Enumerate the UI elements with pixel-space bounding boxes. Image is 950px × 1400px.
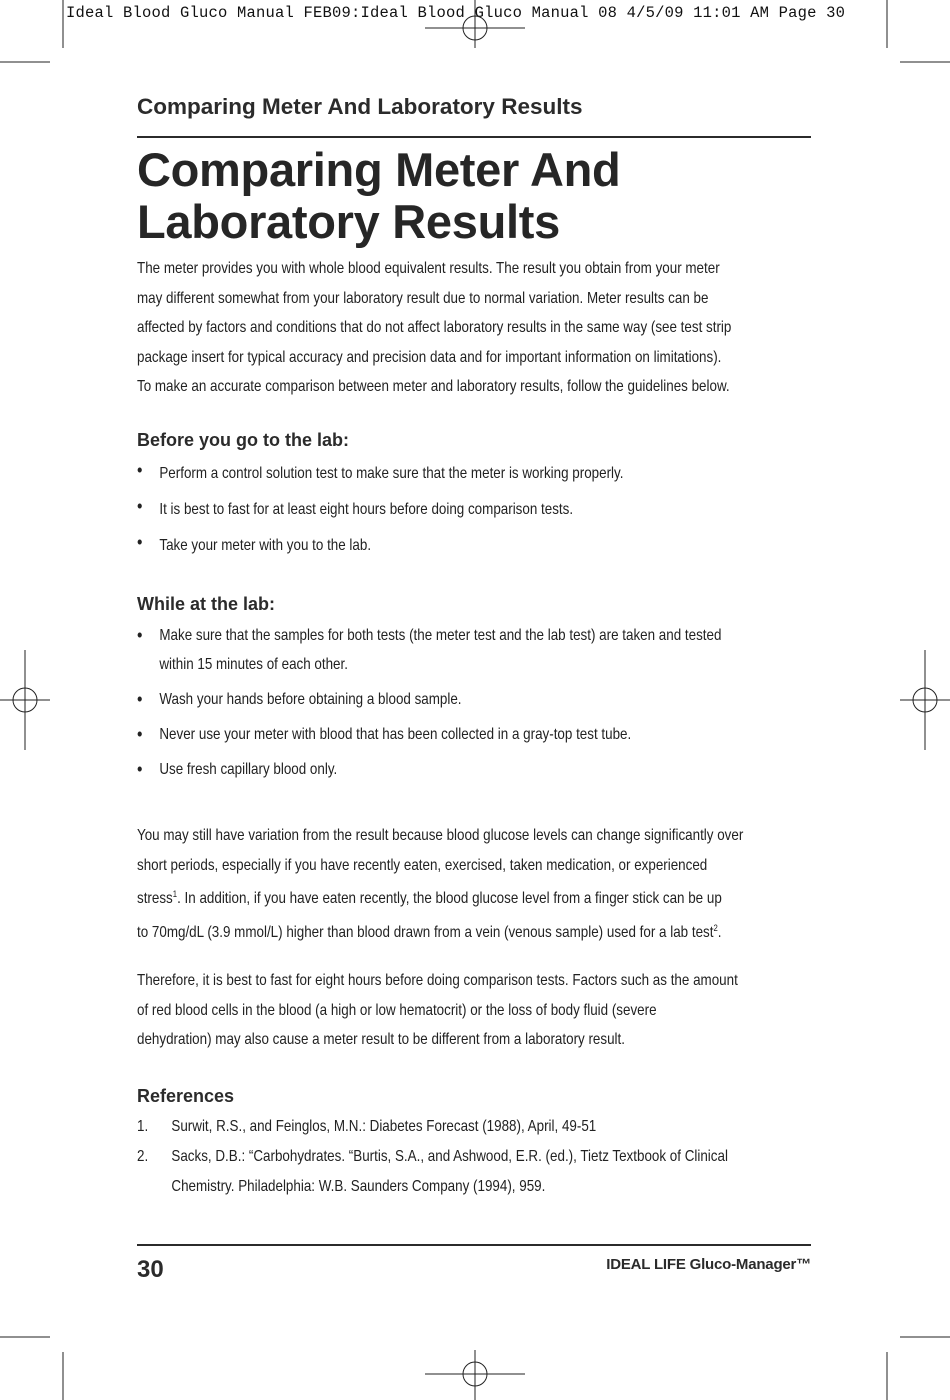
registration-mark-top [425,0,525,48]
registration-mark-left [0,650,50,750]
bullet-icon: • [137,496,143,516]
footer-brand: IDEAL LIFE Gluco-Manager™ [606,1256,811,1273]
before-lab-heading: Before you go to the lab: [137,430,350,450]
registration-mark-bottom [425,1350,525,1400]
at-lab-heading: While at the lab: [137,594,276,614]
print-slug-line: Ideal Blood Gluco Manual FEB09:Ideal Blood Gluco Manual 08 4/5/09 11:01 AM Page 30 [66,4,846,22]
references-list [137,1112,739,1202]
before-lab-list [137,456,730,564]
intro-paragraph [137,254,811,402]
bullet-icon: • [137,460,143,480]
bullet-icon: • [137,759,143,779]
page-title [137,144,837,248]
intro-line: package insert for typical accuracy and precision data and for important information on limitations). [137,348,722,366]
list-item: • Make sure that the samples for both tests (the meter test and the lab test) are taken and tested within 15 minutes of each other. [137,621,730,679]
list-item: • Take your meter with you to the lab. [137,528,730,564]
reference-item: 2. Sacks, D.B.: “Carbohydrates. “Burtis, S.A., and Ashwood, E.R. (ed.), Tietz Textbook of Clinical Chemistry. Philadelphia: W.B. Saunders Company (1994), 959. [137,1148,728,1195]
bullet-icon: • [137,689,143,709]
at-lab-list [137,621,730,784]
bullet-icon: • [137,625,143,645]
list-item: • Use fresh capillary blood only. [137,755,730,784]
bullet-icon: • [137,532,143,552]
intro-line: affected by factors and conditions that do not affect laboratory results in the same way (see test strip [137,319,732,336]
header-rule [137,136,811,138]
registration-mark-right [900,650,950,750]
variation-paragraph: You may still have variation from the result because blood glucose levels can change significantly over short periods, especially if you have recently eaten, exercised, taken medication, or experienced stress$^1$. In addition, if you have eaten recently, the blood glucose level from a finger stick can be up to 70mg/dL (3.9 mmol/L) higher than blood drawn from a vein (venous sample) used for a lab test$^2$. [137,827,744,941]
page-number: 30 [137,1256,164,1283]
bullet-icon: • [137,724,143,744]
intro-line: The meter provides you with whole blood equivalent results. The result you obtain from your meter [137,260,720,277]
references-heading: References [137,1086,235,1106]
footnote-ref-2: 2 [713,922,718,933]
running-head: Comparing Meter And Laboratory Results [137,94,583,119]
fasting-paragraph: Therefore, it is best to fast for eight hours before doing comparison tests. Factors such as the amount of red blood cells in the blood (a high or low hematocrit) or the loss of body fluid (severe dehydration) may also cause a meter result to be different from a laboratory result. [137,972,738,1048]
intro-line: may different somewhat from your laboratory result due to normal variation. Meter results can be [137,289,709,307]
footer-rule [137,1244,811,1246]
page-title-line-1: Comparing Meter And [137,143,621,196]
reference-item: 1. Surwit, R.S., and Feinglos, M.N.: Diabetes Forecast (1988), April, 49-51 [137,1118,597,1135]
page-title-line-2: Laboratory Results [137,195,560,248]
footnote-ref-1: 1 [172,889,178,899]
list-item: • Never use your meter with blood that has been collected in a gray-top test tube. [137,720,730,749]
list-item: • It is best to fast for at least eight hours before doing comparison tests. [137,492,730,528]
intro-line: To make an accurate comparison between meter and laboratory results, follow the guidelines below. [137,378,730,395]
list-item: • Perform a control solution test to make sure that the meter is working properly. [137,456,730,492]
list-item: • Wash your hands before obtaining a blood sample. [137,685,730,714]
